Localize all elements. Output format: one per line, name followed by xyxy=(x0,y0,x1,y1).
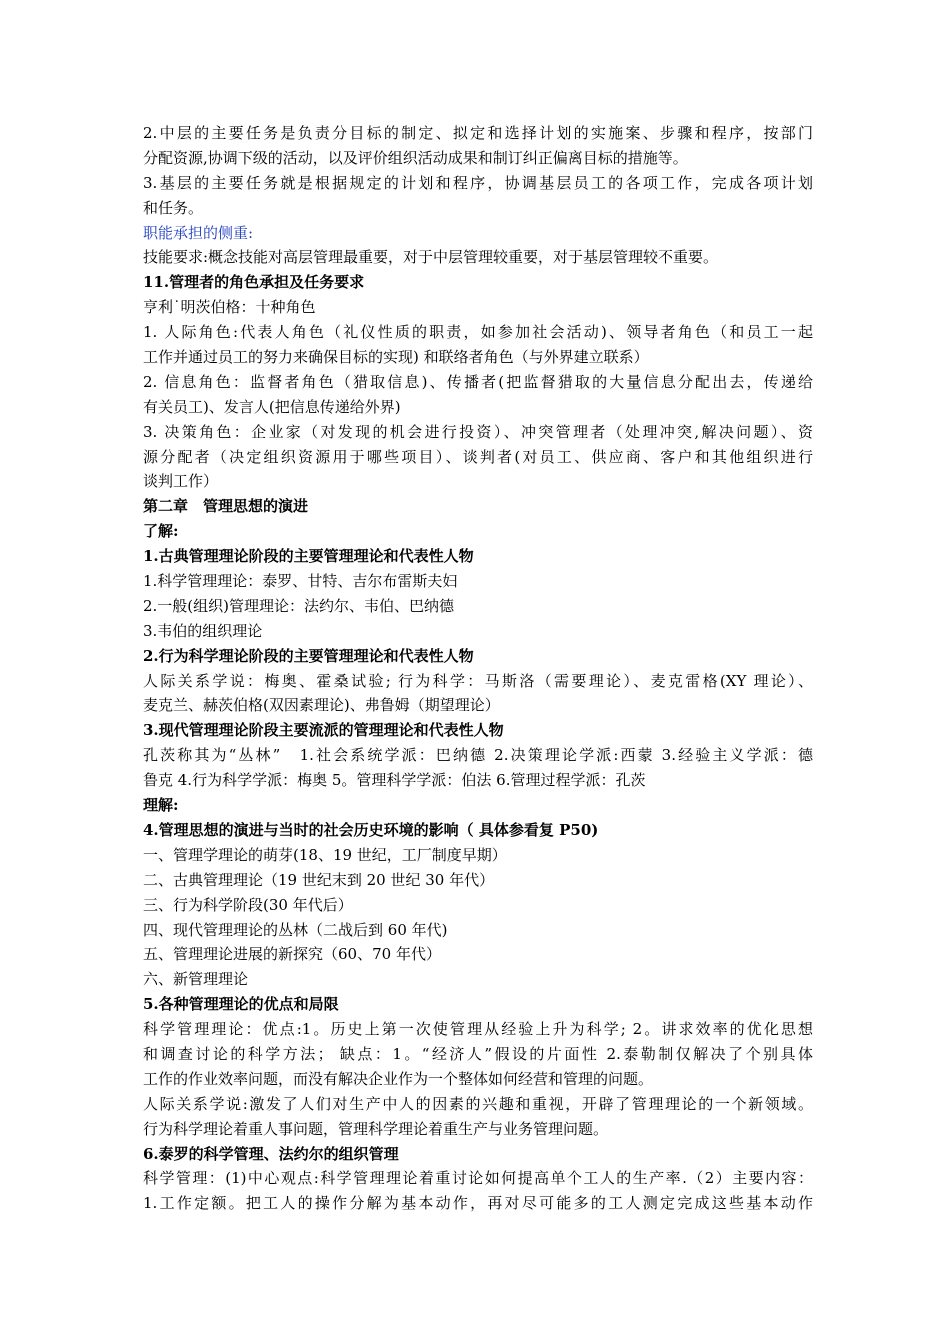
document-page xyxy=(143,121,813,1216)
text-line: 源分配者（决定组织资源用于哪些项目）、谈判者(对员工、供应商、客户和其他组织进行 xyxy=(143,447,813,466)
text-line: 孔茨称其为“丛林” 1.社会系统学派：巴纳德 2.决策理论学派:西蒙 3.经验主义学派：德 xyxy=(143,746,813,765)
heading-line: 1.古典管理理论阶段的主要管理理论和代表性人物 xyxy=(143,547,474,566)
text-line: 工作并通过员工的努力来确保目标的实现) 和联络者角色（与外界建立联系） xyxy=(143,348,649,367)
heading-line: 理解: xyxy=(143,796,179,815)
text-line: 科学管理：(1)中心观点:科学管理理论着重讨论如何提高单个工人的生产率.（2）主要内容： xyxy=(143,1169,813,1188)
text-line: 麦克兰、赫茨伯格(双因素理论)、弗鲁姆（期望理论） xyxy=(143,696,500,715)
text-line: 和任务。 xyxy=(143,198,204,217)
text-line: 1. 人际角色:代表人角色（礼仪性质的职责，如参加社会活动)、领导者角色（和员工一起 xyxy=(143,323,813,342)
text-line: 五、管理理论进展的新探究（60、70 年代） xyxy=(143,945,441,964)
text-line: 有关员工)、发言人(把信息传递给外界) xyxy=(143,397,401,416)
heading-line: 5.各种管理理论的优点和局限 xyxy=(143,995,339,1014)
heading-line: 第二章 管理思想的演进 xyxy=(143,497,309,516)
text-line: 1.工作定额。把工人的操作分解为基本动作，再对尽可能多的工人测定完成这些基本动作 xyxy=(143,1194,813,1213)
text-line: 2.一般(组织)管理理论：法约尔、韦伯、巴纳德 xyxy=(143,596,455,615)
heading-line: 4.管理思想的演进与当时的社会历史环境的影响（ 具体参看复 P50) xyxy=(143,820,599,839)
text-line: 3. 决策角色：企业家（对发现的机会进行投资）、冲突管理者（处理冲突,解决问题）、资 xyxy=(143,422,813,441)
text-line: 二、古典管理理论（19 世纪末到 20 世纪 30 年代） xyxy=(143,870,495,889)
text-line: 1.科学管理理论：泰罗、甘特、吉尔布雷斯夫妇 xyxy=(143,572,458,591)
heading-line: 6.泰罗的科学管理、法约尔的组织管理 xyxy=(143,1144,399,1163)
text-line: 谈判工作） xyxy=(143,472,219,491)
heading-line: 了解: xyxy=(143,522,179,541)
text-line: 科学管理理论：优点:1。历史上第一次使管理从经验上升为科学; 2。讲求效率的优化思想 xyxy=(143,1020,813,1039)
text-line: 技能要求:概念技能对高层管理最重要，对于中层管理较重要，对于基层管理较不重要。 xyxy=(143,248,719,267)
text-line: 3.基层的主要任务就是根据规定的计划和程序，协调基层员工的各项工作，完成各项计划 xyxy=(143,173,813,192)
text-line: 亨利˙明茨伯格：十种角色 xyxy=(143,298,316,317)
text-line: 四、现代管理理论的丛林（二战后到 60 年代) xyxy=(143,920,448,939)
text-line: 工作的作业效率问题，而没有解决企业作为一个整体如何经营和管理的问题。 xyxy=(143,1069,654,1088)
text-line: 2.中层的主要任务是负责分目标的制定、拟定和选择计划的实施案、步骤和程序，按部门 xyxy=(143,124,813,142)
text-line: 3.韦伯的组织理论 xyxy=(143,621,263,640)
text-line: 人际关系学说：梅奥、霍桑试验; 行为科学：马斯洛（需要理论）、麦克雷格(XY 理论）、 xyxy=(143,671,813,690)
text-line: 鲁克 4.行为科学学派：梅奥 5。管理科学学派：伯法 6.管理过程学派：孔茨 xyxy=(143,771,646,790)
text-line: 人际关系学说:激发了人们对生产中人的因素的兴趣和重视，开辟了管理理论的一个新领域。 xyxy=(143,1094,813,1113)
heading-line: 2.行为科学理论阶段的主要管理理论和代表性人物 xyxy=(143,646,474,665)
text-line: 2. 信息角色：监督者角色（猎取信息)、传播者(把监督猎取的大量信息分配出去，传递给 xyxy=(143,372,813,391)
text-line: 一、管理学理论的萌芽(18、19 世纪，工厂制度早期） xyxy=(143,845,507,864)
text-line: 职能承担的侧重: xyxy=(143,223,254,242)
text-line: 三、行为科学阶段(30 年代后） xyxy=(143,895,353,914)
heading-line: 11.管理者的角色承担及任务要求 xyxy=(143,273,365,292)
text-line: 和调查讨论的科学方法； 缺点：1。“经济人”假设的片面性 2.泰勒制仅解决了个别具体 xyxy=(143,1044,813,1063)
text-line: 六、新管理理论 xyxy=(143,970,249,989)
text-line: 行为科学理论着重人事问题，管理科学理论着重生产与业务管理问题。 xyxy=(143,1119,609,1138)
text-line: 分配资源,协调下级的活动，以及评价组织活动成果和制订纠正偏离目标的措施等。 xyxy=(143,148,688,167)
heading-line: 3.现代管理理论阶段主要流派的管理理论和代表性人物 xyxy=(143,721,504,740)
